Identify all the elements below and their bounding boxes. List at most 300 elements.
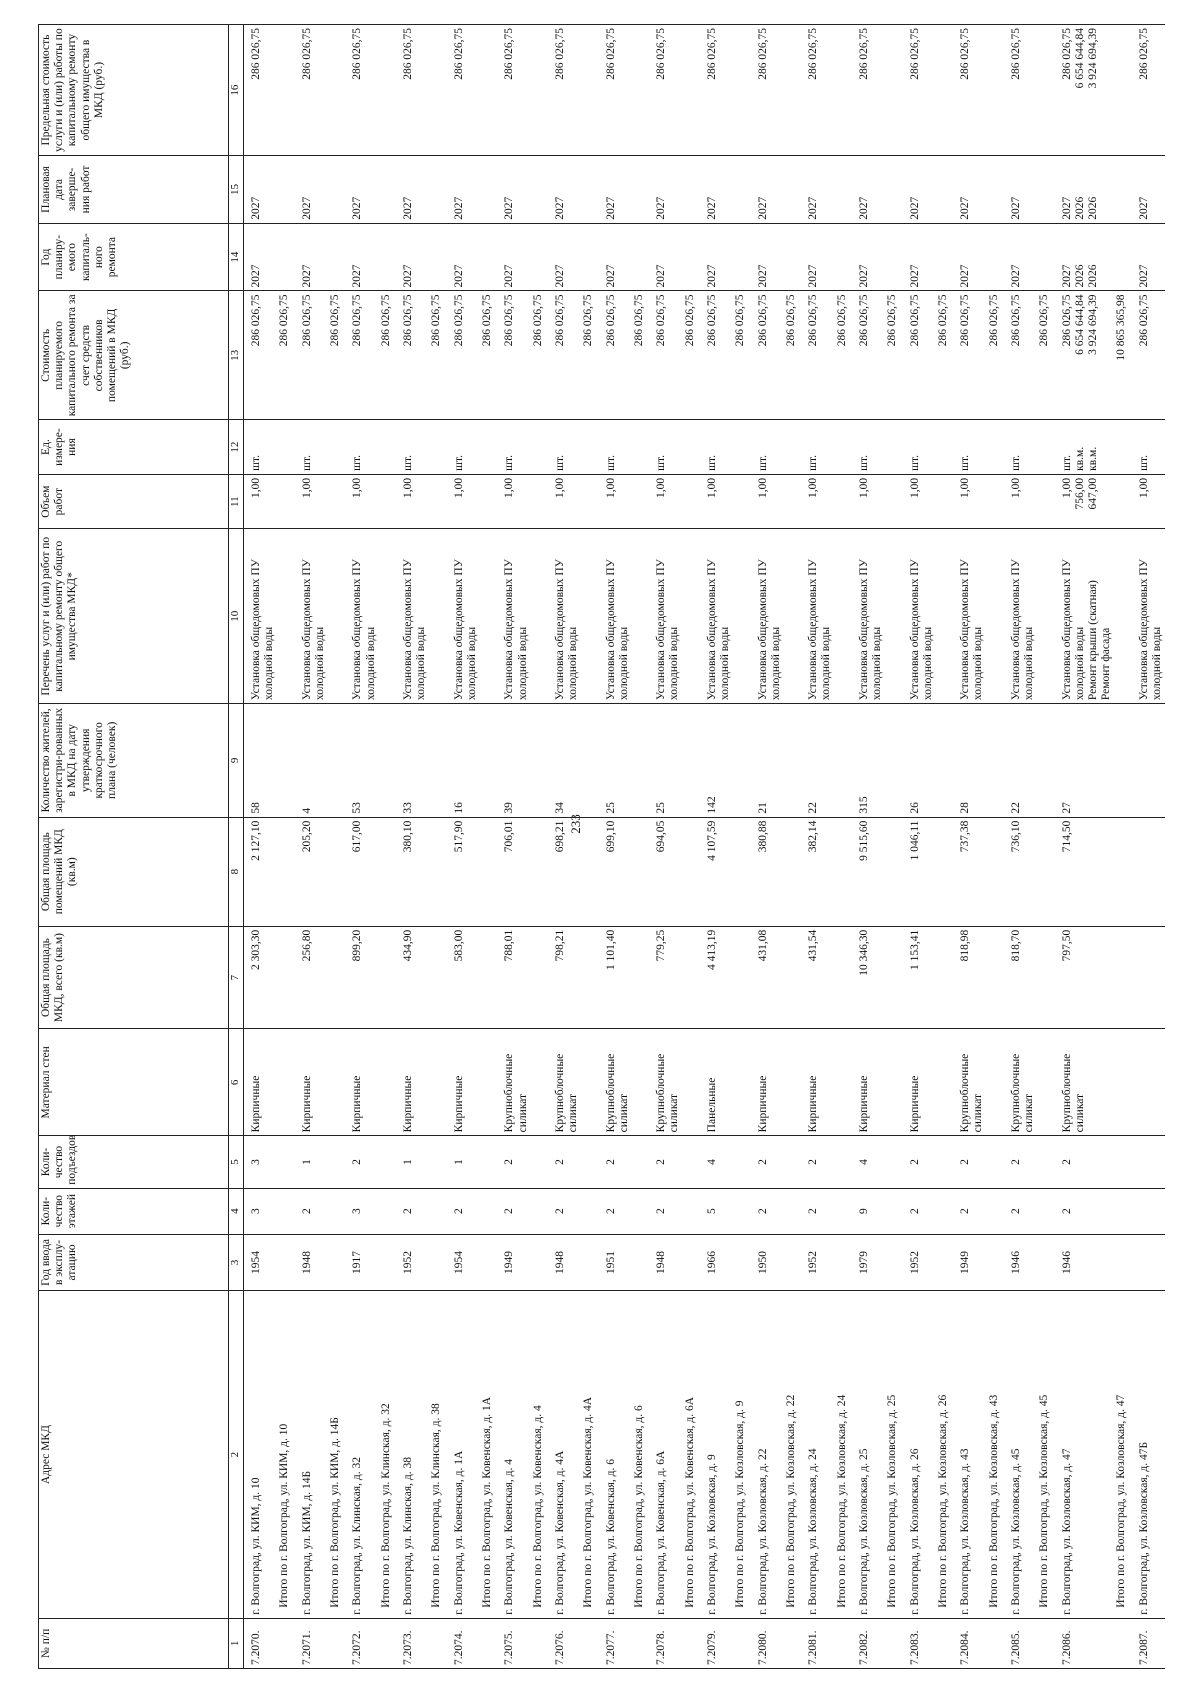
entrances-count: 2 <box>953 1136 986 1188</box>
work-volume-cell <box>244 474 278 529</box>
work-volume: 1,00 <box>503 477 516 498</box>
wall-material: Кирпичные <box>903 1029 936 1136</box>
repair-year-cell <box>649 223 682 291</box>
work-item: Установка общедомовых ПУ холодной воды <box>250 559 276 701</box>
total-area: 1 101,40 <box>599 926 632 1029</box>
row-number: 7.2074. <box>447 1618 480 1668</box>
empty-cell <box>581 926 598 1029</box>
empty-cell <box>936 817 953 926</box>
empty-cell <box>733 1136 750 1188</box>
work-volume: 1,00 <box>756 477 769 498</box>
empty-cell <box>581 223 598 291</box>
row-number: 7.2072. <box>345 1618 378 1668</box>
empty-cell <box>328 1234 345 1291</box>
year-built: 1952 <box>801 1234 834 1291</box>
empty-cell <box>379 817 396 926</box>
repair-year: 2027 <box>503 264 516 288</box>
empty-cell <box>1114 1234 1131 1291</box>
work-item-cell <box>447 529 480 704</box>
work-cost-cell <box>244 291 278 420</box>
empty-cell <box>987 156 1004 224</box>
empty-cell <box>531 420 548 475</box>
empty-cell <box>1037 1029 1054 1136</box>
empty-cell <box>1037 1136 1054 1188</box>
work-item: Установка общедомовых ПУ холодной воды <box>959 559 985 701</box>
work-volume: 1,00 <box>250 477 262 498</box>
header-cell: Предельная стоимость услуги и (или) работы по капитальному ремонту общего имущества в МКД (руб.) <box>39 25 229 156</box>
wall-material: Крупноблочные силикат <box>599 1029 632 1136</box>
empty-cell <box>835 1234 852 1291</box>
empty-cell <box>480 529 497 704</box>
empty-cell <box>632 1618 649 1668</box>
address: г. Волгоград, ул. Козловская, д. 26 <box>903 1291 936 1618</box>
entrances-count: 2 <box>649 1136 682 1188</box>
empty-cell <box>1037 25 1054 156</box>
work-unit-cell <box>599 420 632 475</box>
work-volume-cell <box>497 474 530 529</box>
subtotal-label: Итого по г. Волгоград, ул. Козловская, д. 22 <box>784 1291 801 1618</box>
row-number: 7.2070. <box>244 1618 278 1668</box>
empty-cell <box>784 156 801 224</box>
empty-cell <box>632 1234 649 1291</box>
work-cost-cell <box>903 291 936 420</box>
empty-cell <box>835 817 852 926</box>
entrances-count: 2 <box>497 1136 530 1188</box>
empty-cell <box>885 156 902 224</box>
work-item: Ремонт фасада <box>1100 627 1113 701</box>
empty-cell <box>1037 926 1054 1029</box>
address: г. Волгоград, ул. Козловская, д. 47 <box>1055 1291 1115 1618</box>
planned-end-cell <box>599 156 632 224</box>
table-row <box>1004 25 1037 1669</box>
premises-area: 380,88 <box>751 817 784 926</box>
subtotal-row <box>835 25 852 1669</box>
year-built: 1946 <box>1055 1234 1115 1291</box>
total-area: 797,50 <box>1055 926 1115 1029</box>
empty-cell <box>429 1136 446 1188</box>
repair-year: 2026 <box>1073 264 1086 288</box>
work-unit-cell <box>1004 420 1037 475</box>
empty-cell <box>379 1618 396 1668</box>
planned-end: 2027 <box>705 196 718 220</box>
empty-cell <box>1037 1188 1054 1234</box>
work-cost-cell <box>1132 291 1165 420</box>
table-body <box>244 25 1166 1669</box>
work-cost: 286 026,75 <box>1060 294 1073 347</box>
empty-cell <box>733 420 750 475</box>
work-cost-cell <box>649 291 682 420</box>
year-built: 1948 <box>548 1234 581 1291</box>
empty-cell <box>480 420 497 475</box>
total-area: 431,54 <box>801 926 834 1029</box>
repair-year: 2026 <box>1086 264 1099 288</box>
total-area <box>1132 926 1165 1029</box>
cost-limit-cell <box>599 25 632 156</box>
row-number: 7.2071. <box>295 1618 328 1668</box>
work-cost-cell <box>447 291 480 420</box>
floors-count: 2 <box>1055 1188 1115 1234</box>
cost-limit: 286 026,75 <box>401 28 414 80</box>
empty-cell <box>429 25 446 156</box>
header-cell: Плановая дата заверше-ния работ <box>39 156 229 224</box>
empty-cell <box>1114 25 1131 156</box>
work-unit-cell <box>345 420 378 475</box>
empty-cell <box>835 926 852 1029</box>
address: г. Волгоград, ул. Ковенская, д. 6А <box>649 1291 682 1618</box>
cost-limit-cell <box>1055 25 1115 156</box>
year-built: 1949 <box>497 1234 530 1291</box>
year-built: 1917 <box>345 1234 378 1291</box>
wall-material: Панельные <box>700 1029 733 1136</box>
work-item-cell <box>396 529 429 704</box>
empty-cell <box>1114 156 1131 224</box>
total-area: 4 413,19 <box>700 926 733 1029</box>
empty-cell <box>379 156 396 224</box>
work-volume-cell <box>1055 474 1115 529</box>
work-volume-cell <box>295 474 328 529</box>
subtotal-row <box>683 25 700 1669</box>
planned-end-cell <box>345 156 378 224</box>
header-row <box>39 25 229 1669</box>
work-volume: 1,00 <box>1137 477 1150 498</box>
row-number: 7.2075. <box>497 1618 530 1668</box>
entrances-count: 2 <box>1055 1136 1115 1188</box>
total-area: 788,01 <box>497 926 530 1029</box>
floors-count: 2 <box>599 1188 632 1234</box>
work-unit: шт. <box>1060 454 1073 471</box>
empty-cell <box>429 156 446 224</box>
repair-year: 2027 <box>351 264 364 288</box>
empty-cell <box>480 156 497 224</box>
entrances-count: 1 <box>447 1136 480 1188</box>
work-cost-cell <box>295 291 328 420</box>
empty-cell <box>379 529 396 704</box>
work-item: Установка общедомовых ПУ холодной воды <box>401 559 428 701</box>
cost-limit: 286 026,75 <box>503 28 516 80</box>
work-volume: 1,00 <box>452 477 465 498</box>
wall-material: Кирпичные <box>751 1029 784 1136</box>
empty-cell <box>885 1234 902 1291</box>
column-number: 5 <box>229 1136 244 1188</box>
planned-end-cell <box>1055 156 1115 224</box>
empty-cell <box>581 1188 598 1234</box>
residents-count: 34 <box>548 704 581 818</box>
planned-end: 2027 <box>908 196 921 220</box>
empty-cell <box>683 529 700 704</box>
empty-cell <box>277 1618 294 1668</box>
empty-cell <box>936 156 953 224</box>
work-cost: 286 026,75 <box>452 294 465 347</box>
subtotal-label: Итого по г. Волгоград, ул. Клинская, д. 32 <box>379 1291 396 1618</box>
planned-end: 2027 <box>351 196 364 220</box>
empty-cell <box>379 25 396 156</box>
work-unit-cell <box>953 420 986 475</box>
residents-count: 25 <box>649 704 682 818</box>
work-unit: шт. <box>1137 454 1150 471</box>
work-item: Установка общедомовых ПУ холодной воды <box>452 559 478 701</box>
empty-cell <box>936 474 953 529</box>
empty-cell <box>277 25 294 156</box>
cost-limit: 286 026,75 <box>452 28 465 80</box>
cost-limit: 286 026,75 <box>300 28 313 80</box>
table-row <box>548 25 581 1669</box>
empty-cell <box>480 223 497 291</box>
empty-cell <box>328 704 345 818</box>
repair-year: 2027 <box>857 264 870 288</box>
planned-end-cell <box>1132 156 1165 224</box>
work-item: Установка общедомовых ПУ холодной воды <box>908 559 934 701</box>
repair-year-cell <box>447 223 480 291</box>
row-number: 7.2084. <box>953 1618 986 1668</box>
subtotal-row <box>987 25 1004 1669</box>
empty-cell <box>632 1188 649 1234</box>
empty-cell <box>531 223 548 291</box>
work-cost-cell <box>396 291 429 420</box>
work-unit-cell <box>1132 420 1165 475</box>
empty-cell <box>581 420 598 475</box>
empty-cell <box>531 1029 548 1136</box>
table-row <box>295 25 328 1669</box>
work-cost-cell <box>548 291 581 420</box>
work-item-cell <box>244 529 278 704</box>
empty-cell <box>328 474 345 529</box>
empty-cell <box>835 1029 852 1136</box>
wall-material: Кирпичные <box>447 1029 480 1136</box>
subtotal-row <box>1037 25 1054 1669</box>
work-cost: 286 026,75 <box>503 294 516 347</box>
premises-area: 2 127,10 <box>244 817 278 926</box>
cost-limit: 286 026,75 <box>351 28 364 80</box>
repair-year-cell <box>903 223 936 291</box>
subtotal-label: Итого по г. Волгоград, ул. Козловская, д. 45 <box>1037 1291 1054 1618</box>
table-row <box>1055 25 1115 1669</box>
empty-cell <box>733 474 750 529</box>
empty-cell <box>1114 1136 1131 1188</box>
planned-end-cell <box>295 156 328 224</box>
wall-material <box>1132 1029 1165 1136</box>
subtotal-label: Итого по г. Волгоград, ул. КИМ, д. 14Б <box>328 1291 345 1618</box>
work-item: Установка общедомовых ПУ холодной воды <box>756 559 782 701</box>
premises-area: 699,10 <box>599 817 632 926</box>
empty-cell <box>277 704 294 818</box>
work-unit: шт. <box>604 454 617 471</box>
empty-cell <box>885 704 902 818</box>
table-row <box>599 25 632 1669</box>
work-unit-cell <box>244 420 278 475</box>
cost-limit-cell <box>649 25 682 156</box>
work-cost: 286 026,75 <box>756 294 769 347</box>
repair-year-cell <box>700 223 733 291</box>
repair-year: 2027 <box>1009 264 1022 288</box>
empty-cell <box>885 1136 902 1188</box>
empty-cell <box>632 926 649 1029</box>
empty-cell <box>885 420 902 475</box>
work-unit-cell <box>649 420 682 475</box>
address: г. Волгоград, ул. Козловская, д. 25 <box>852 1291 885 1618</box>
empty-cell <box>277 817 294 926</box>
table-row <box>852 25 885 1669</box>
work-item-cell <box>1132 529 1165 704</box>
column-number: 3 <box>229 1234 244 1291</box>
header-cell: Количество жителей, зарегистри-рованных в МКД на дату утверждения краткосрочного плана (человек) <box>39 704 229 818</box>
row-number: 7.2078. <box>649 1618 682 1668</box>
empty-cell <box>885 926 902 1029</box>
repair-year-cell <box>295 223 328 291</box>
work-item-cell <box>345 529 378 704</box>
subtotal-label: Итого по г. Волгоград, ул. Козловская, д. 43 <box>987 1291 1004 1618</box>
empty-cell <box>784 1618 801 1668</box>
work-item-cell <box>1055 529 1115 704</box>
row-number: 7.2079. <box>700 1618 733 1668</box>
repair-year-cell <box>345 223 378 291</box>
wall-material: Кирпичные <box>345 1029 378 1136</box>
empty-cell <box>835 529 852 704</box>
header-cell: Общая площадь МКД, всего (кв.м) <box>39 926 229 1029</box>
empty-cell <box>328 223 345 291</box>
work-volume-cell <box>751 474 784 529</box>
subtotal-cost: 286 026,75 <box>277 291 294 420</box>
address: г. Волгоград, ул. Клинская, д. 38 <box>396 1291 429 1618</box>
work-item-cell <box>801 529 834 704</box>
total-area: 818,98 <box>953 926 986 1029</box>
work-unit-cell <box>447 420 480 475</box>
cost-limit-cell <box>396 25 429 156</box>
empty-cell <box>835 25 852 156</box>
work-volume: 1,00 <box>908 477 921 498</box>
empty-cell <box>733 223 750 291</box>
entrances-count: 2 <box>599 1136 632 1188</box>
floors-count: 2 <box>801 1188 834 1234</box>
column-number: 4 <box>229 1188 244 1234</box>
empty-cell <box>987 817 1004 926</box>
table-row <box>751 25 784 1669</box>
wall-material: Крупноблочные силикат <box>1004 1029 1037 1136</box>
work-volume: 1,00 <box>1009 477 1022 498</box>
planned-end-cell <box>497 156 530 224</box>
work-unit: шт. <box>959 454 972 471</box>
cost-limit-cell <box>801 25 834 156</box>
empty-cell <box>632 1029 649 1136</box>
planned-end: 2027 <box>756 196 769 220</box>
empty-cell <box>1037 1234 1054 1291</box>
entrances-count: 2 <box>548 1136 581 1188</box>
work-unit: кв.м. <box>1073 446 1086 471</box>
empty-cell <box>480 926 497 1029</box>
floors-count: 2 <box>649 1188 682 1234</box>
empty-cell <box>987 1234 1004 1291</box>
empty-cell <box>429 1234 446 1291</box>
work-item: Установка общедомовых ПУ холодной воды <box>503 559 529 701</box>
work-volume: 1,00 <box>705 477 718 498</box>
column-number: 12 <box>229 420 244 475</box>
empty-cell <box>429 223 446 291</box>
cost-limit: 286 026,75 <box>908 28 921 80</box>
table-row <box>903 25 936 1669</box>
address: г. Волгоград, ул. КИМ, д. 10 <box>244 1291 278 1618</box>
empty-cell <box>632 420 649 475</box>
cost-limit-cell <box>497 25 530 156</box>
floors-count: 2 <box>751 1188 784 1234</box>
subtotal-cost: 286 026,75 <box>1037 291 1054 420</box>
empty-cell <box>733 817 750 926</box>
residents-count <box>1132 704 1165 818</box>
empty-cell <box>885 1029 902 1136</box>
residents-count: 22 <box>1004 704 1037 818</box>
empty-cell <box>784 420 801 475</box>
empty-cell <box>936 1188 953 1234</box>
empty-cell <box>1114 1029 1131 1136</box>
empty-cell <box>987 704 1004 818</box>
repair-year: 2027 <box>807 264 820 288</box>
empty-cell <box>784 223 801 291</box>
empty-cell <box>733 25 750 156</box>
empty-cell <box>581 1029 598 1136</box>
work-item-cell <box>599 529 632 704</box>
empty-cell <box>987 420 1004 475</box>
floors-count: 2 <box>497 1188 530 1234</box>
premises-area: 380,10 <box>396 817 429 926</box>
empty-cell <box>531 1618 548 1668</box>
planned-end-cell <box>700 156 733 224</box>
page-number: 233 <box>567 814 583 834</box>
empty-cell <box>581 25 598 156</box>
address: г. Волгоград, ул. Ковенская, д. 4 <box>497 1291 530 1618</box>
empty-cell <box>683 1188 700 1234</box>
work-unit: шт. <box>655 454 668 471</box>
empty-cell <box>581 1618 598 1668</box>
empty-cell <box>936 926 953 1029</box>
work-volume: 1,00 <box>604 477 617 498</box>
subtotal-row <box>429 25 446 1669</box>
empty-cell <box>885 223 902 291</box>
cost-limit: 286 026,75 <box>705 28 718 80</box>
cost-limit-cell <box>852 25 885 156</box>
empty-cell <box>1037 529 1054 704</box>
planned-end: 2026 <box>1073 196 1086 220</box>
residents-count: 142 <box>700 704 733 818</box>
cost-limit-cell <box>751 25 784 156</box>
work-unit-cell <box>903 420 936 475</box>
row-number: 7.2076. <box>548 1618 581 1668</box>
residents-count: 33 <box>396 704 429 818</box>
column-number: 16 <box>229 25 244 156</box>
residents-count: 27 <box>1055 704 1115 818</box>
repair-year-cell <box>599 223 632 291</box>
work-unit: шт. <box>756 454 769 471</box>
work-cost-cell <box>852 291 885 420</box>
table-row <box>700 25 733 1669</box>
empty-cell <box>480 704 497 818</box>
empty-cell <box>277 156 294 224</box>
cost-limit-cell <box>700 25 733 156</box>
year-built: 1952 <box>396 1234 429 1291</box>
empty-cell <box>379 1029 396 1136</box>
work-cost: 286 026,75 <box>401 294 414 347</box>
empty-cell <box>379 1136 396 1188</box>
subtotal-label: Итого по г. Волгоград, ул. Козловская, д. 25 <box>885 1291 902 1618</box>
work-item: Установка общедомовых ПУ холодной воды <box>705 559 732 701</box>
planned-end-cell <box>548 156 581 224</box>
work-cost-cell <box>1004 291 1037 420</box>
year-built: 1948 <box>295 1234 328 1291</box>
work-volume-cell <box>345 474 378 529</box>
empty-cell <box>531 25 548 156</box>
repair-year: 2027 <box>705 264 718 288</box>
empty-cell <box>328 1618 345 1668</box>
residents-count: 39 <box>497 704 530 818</box>
work-unit: кв.м. <box>1086 446 1099 471</box>
work-cost: 286 026,75 <box>1137 294 1150 347</box>
